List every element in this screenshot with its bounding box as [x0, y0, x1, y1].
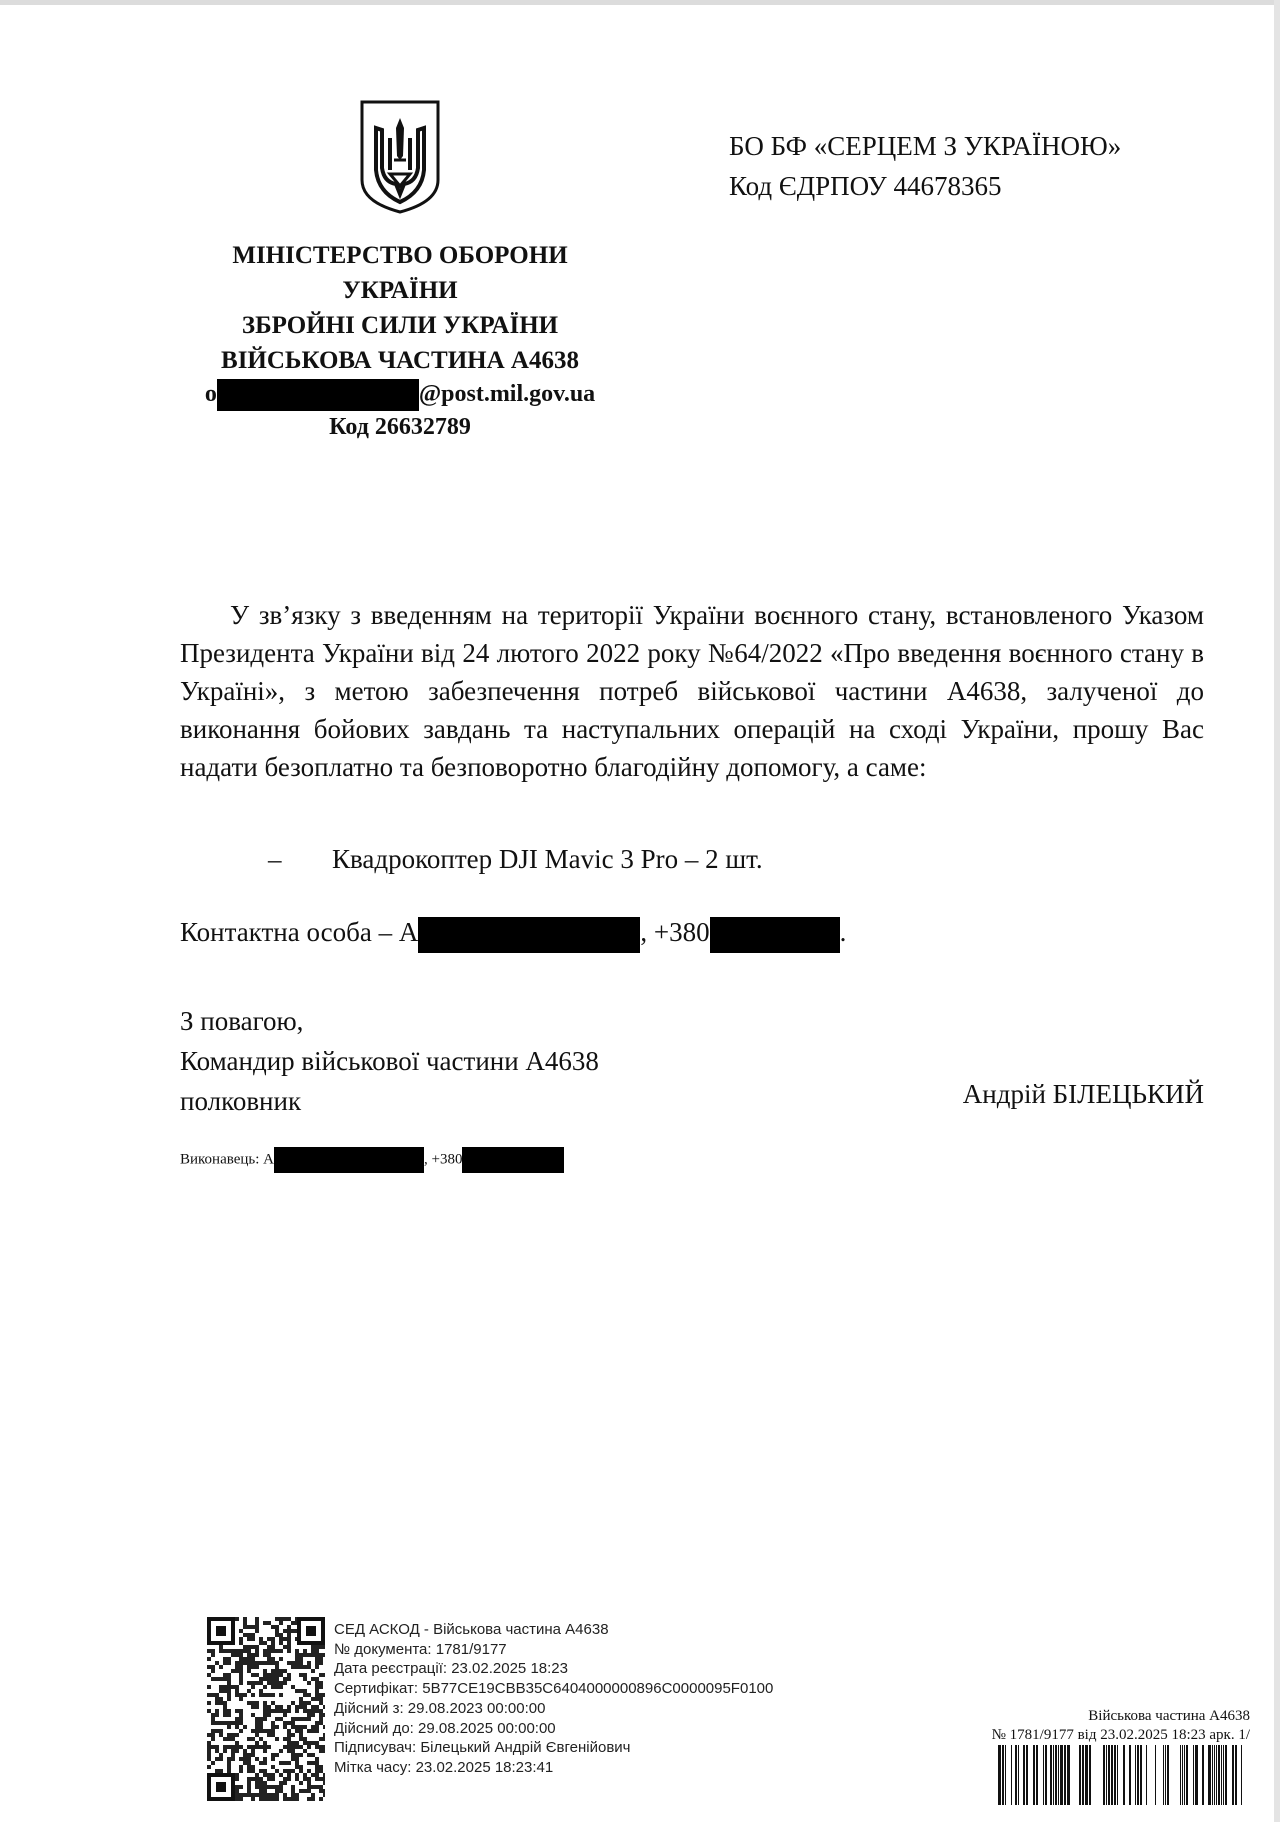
executor-prefix: Виконавець: А [180, 1151, 275, 1168]
redaction-bar [462, 1147, 564, 1173]
signer-rank: полковник [180, 1086, 302, 1116]
executor-phone-prefix: , +380 [424, 1151, 463, 1168]
sed-line: Мітка часу: 23.02.2025 18:23:41 [334, 1758, 554, 1776]
sed-metadata [334, 1620, 773, 1778]
stamp-reg: № 1781/9177 від 23.02.2025 18:23 арк. 1/ [991, 1727, 1250, 1743]
barcode-icon [998, 1745, 1242, 1805]
redaction-bar [710, 917, 840, 953]
closing-block [180, 1001, 599, 1121]
coat-of-arms-icon [358, 98, 442, 216]
sed-line: Підписувач: Білецький Андрій Євгенійович [334, 1739, 631, 1757]
recipient-name: БО БФ «СЕРЦЕМ З УКРАЇНОЮ» [729, 131, 1122, 161]
email-suffix: @post.mil.gov.ua [418, 381, 596, 407]
sender-header [150, 98, 650, 443]
org-name [150, 238, 650, 378]
org-line: ВІЙСЬКОВА ЧАСТИНА А4638 [221, 347, 579, 374]
stamp-unit: Військова частина А4638 [1088, 1708, 1250, 1724]
qr-code-icon [207, 1617, 325, 1801]
page-right-border [1274, 0, 1280, 1822]
requested-item [268, 844, 763, 875]
contact-phone-prefix: , +380 [640, 917, 710, 948]
redaction-bar [274, 1147, 424, 1173]
contact-end: . [839, 917, 847, 948]
recipient-block [729, 126, 1121, 206]
redaction-bar [217, 379, 419, 411]
org-line: УКРАЇНИ [342, 277, 458, 304]
sed-line: Дійсний до: 29.08.2025 00:00:00 [334, 1719, 556, 1737]
page-top-border [0, 0, 1280, 5]
list-dash: – [268, 844, 282, 874]
sender-code: Код 26632789 [329, 414, 471, 441]
contact-line [180, 917, 846, 953]
sender-email [150, 378, 650, 411]
regards-text: З повагою, [180, 1006, 304, 1036]
recipient-code: Код ЄДРПОУ 44678365 [729, 171, 1002, 201]
body-paragraph: У зв’язку з введенням на території України воєнного стану, встановленого Указом Президента України від 24 лютого 2022 року №64/2022 «Про введення воєнного стану в Україні», з метою забезпечення потреб військової частини А4638, залученої до виконання бойових завдань та наступальних операцій на сході України, прошу Вас надати безоплатно та безповоротно благодійну допомогу, а саме: [180, 600, 1204, 782]
sed-line: СЕД АСКОД - Військова частина А4638 [334, 1621, 609, 1638]
executor-line [180, 1147, 564, 1173]
redaction-bar [418, 917, 640, 953]
sed-line: № документа: 1781/9177 [334, 1640, 507, 1658]
signer-position: Командир військової частини А4638 [180, 1046, 599, 1076]
org-line: ЗБРОЙНІ СИЛИ УКРАЇНИ [241, 312, 559, 339]
sed-line: Дійсний з: 29.08.2023 00:00:00 [334, 1699, 546, 1717]
sed-line: Дата реєстрації: 23.02.2025 18:23 [334, 1660, 568, 1678]
email-prefix: о [204, 381, 217, 407]
sed-line: Сертифікат: 5B77CE19CBB35C6404000000896C0000095F0100 [334, 1680, 774, 1698]
registration-stamp [950, 1707, 1250, 1745]
contact-prefix: Контактна особа – А [180, 917, 419, 948]
item-text: Квадрокоптер DJI Mavic 3 Pro – 2 шт. [332, 844, 763, 874]
org-line: МІНІСТЕРСТВО ОБОРОНИ [232, 242, 568, 269]
letter-body [180, 596, 1204, 786]
signer-name: Андрій БІЛЕЦЬКИЙ [962, 1079, 1204, 1109]
